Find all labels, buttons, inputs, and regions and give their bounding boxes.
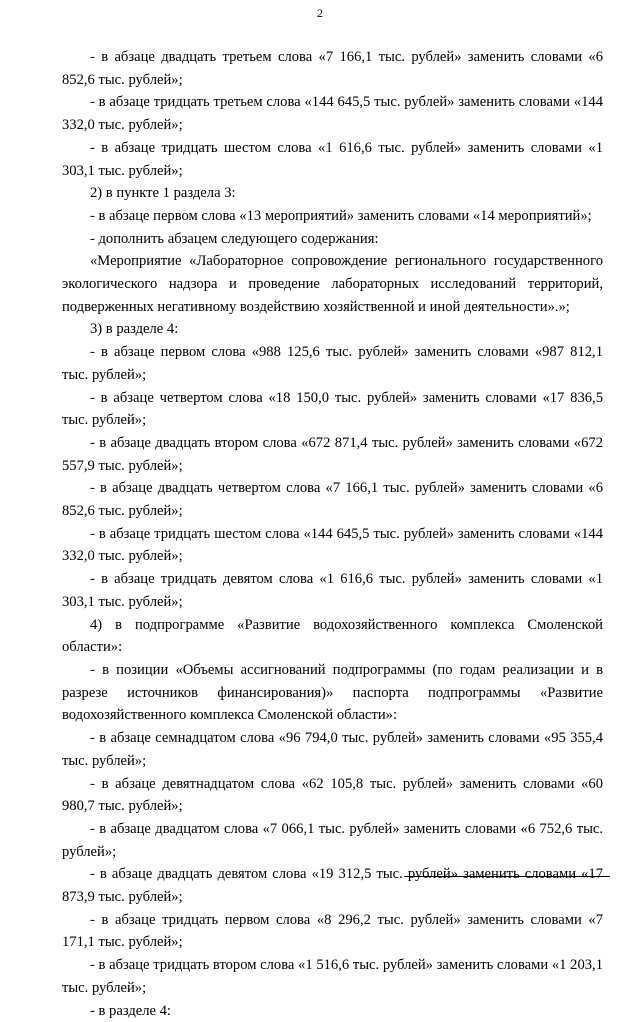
paragraph: 3) в разделе 4:	[90, 321, 179, 338]
paragraph: - в абзаце тридцать первом слова «8 296,2 тыс. рублей» заменить словами «7 171,1 тыс. рублей»;	[62, 911, 603, 951]
paragraph: - в абзаце четвертом слова «18 150,0 тыс. рублей» заменить словами «17 836,5 тыс. рублей»;	[62, 389, 603, 429]
paragraph: - в абзаце двадцатом слова «7 066,1 тыс. рублей» заменить словами «6 752,6 тыс. рублей»;	[62, 820, 603, 860]
paragraph: 4) в подпрограмме «Развитие водохозяйственного комплекса Смоленской области»:	[62, 616, 603, 656]
paragraph: «Мероприятие «Лабораторное сопровождение регионального государственного экологического надзора и проведение лабораторных исследований территорий, подверженных негативному воздействию хозяйственной и иной деятельности».»;	[62, 253, 603, 315]
paragraph: - в абзаце тридцать шестом слова «144 645,5 тыс. рублей» заменить словами «144 332,0 тыс. рублей»;	[62, 525, 603, 565]
paragraph: - в абзаце двадцать втором слова «672 871,4 тыс. рублей» заменить словами «672 557,9 тыс. рублей»;	[62, 434, 603, 474]
paragraph: - в абзаце семнадцатом слова «96 794,0 тыс. рублей» заменить словами «95 355,4 тыс. рублей»;	[62, 730, 603, 769]
paragraph: - в абзаце девятнадцатом слова «62 105,8 тыс. рублей» заменить словами «60 980,7 тыс. рублей»;	[62, 775, 603, 815]
paragraph: - в абзаце двадцать четвертом слова «7 166,1 тыс. рублей» заменить словами «6 852,6 тыс. рублей»;	[62, 480, 603, 520]
paragraph: - в абзаце тридцать втором слова «1 516,6 тыс. рублей» заменить словами «1 203,1 тыс. рублей»;	[62, 957, 603, 996]
paragraph: - в разделе 4:	[90, 1002, 171, 1019]
footer-rule	[404, 876, 610, 877]
paragraph: - в абзаце тридцать шестом слова «1 616,6 тыс. рублей» заменить словами «1 303,1 тыс. рублей»;	[62, 139, 603, 179]
page-number: 2	[317, 6, 323, 20]
paragraph: - в позиции «Объемы ассигнований подпрограммы (по годам реализации и в разрезе источников финансирования)» паспорта подпрограммы «Развитие водохозяйственного комплекса Смоленской области»:	[62, 661, 603, 724]
paragraph: - в абзаце двадцать третьем слова «7 166,1 тыс. рублей» заменить словами «6 852,6 тыс. рублей»;	[62, 49, 603, 88]
paragraph: - в абзаце двадцать девятом слова «19 312,5 тыс. рублей» заменить словами «17 873,9 тыс. рублей»;	[62, 866, 603, 906]
paragraph: - в абзаце тридцать третьем слова «144 645,5 тыс. рублей» заменить словами «144 332,0 тыс. рублей»;	[62, 94, 603, 134]
paragraph: - в абзаце первом слова «13 мероприятий» заменить словами «14 мероприятий»;	[90, 207, 592, 224]
paragraph: - в абзаце первом слова «988 125,6 тыс. рублей» заменить словами «987 812,1 тыс. рублей»;	[62, 344, 603, 383]
paragraph: 2) в пункте 1 раздела 3:	[90, 185, 236, 202]
paragraph: - в абзаце тридцать девятом слова «1 616,6 тыс. рублей» заменить словами «1 303,1 тыс. рублей»;	[62, 571, 603, 610]
paragraph: - дополнить абзацем следующего содержания:	[90, 230, 379, 247]
